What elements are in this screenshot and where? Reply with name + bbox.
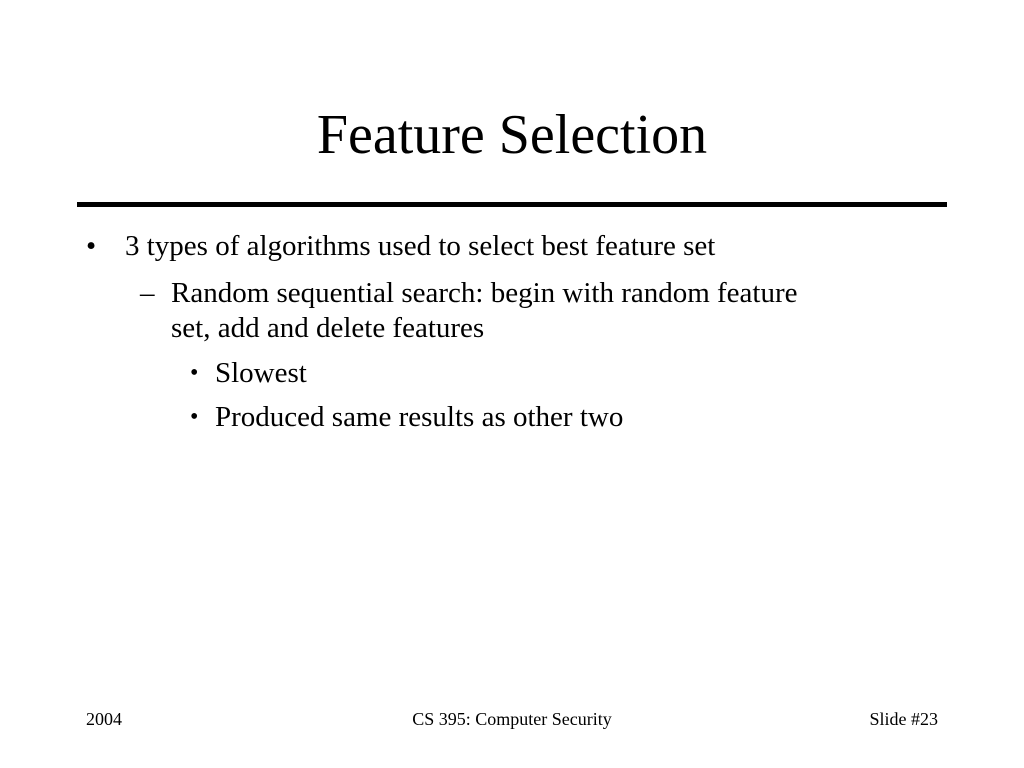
- sub-sub-bullet-text: Produced same results as other two: [215, 401, 624, 433]
- sub-sub-bullet-marker: •: [190, 404, 199, 430]
- footer-course: CS 395: Computer Security: [412, 709, 612, 729]
- slide-title: Feature Selection: [316, 104, 708, 166]
- sub-bullet-text-line1: Random sequential search: begin with random feature: [171, 277, 798, 309]
- title-divider: [77, 202, 947, 207]
- bullet-text: 3 types of algorithms used to select best feature set: [125, 230, 716, 262]
- sub-bullet-marker: –: [140, 277, 155, 309]
- sub-bullet-text-line2: set, add and delete features: [171, 312, 485, 344]
- sub-sub-bullet-marker: •: [190, 360, 199, 386]
- footer-slide-number: Slide #23: [869, 709, 938, 729]
- sub-sub-bullet-text: Slowest: [215, 357, 307, 389]
- footer-year: 2004: [86, 709, 122, 729]
- bullet-marker: •: [86, 230, 97, 262]
